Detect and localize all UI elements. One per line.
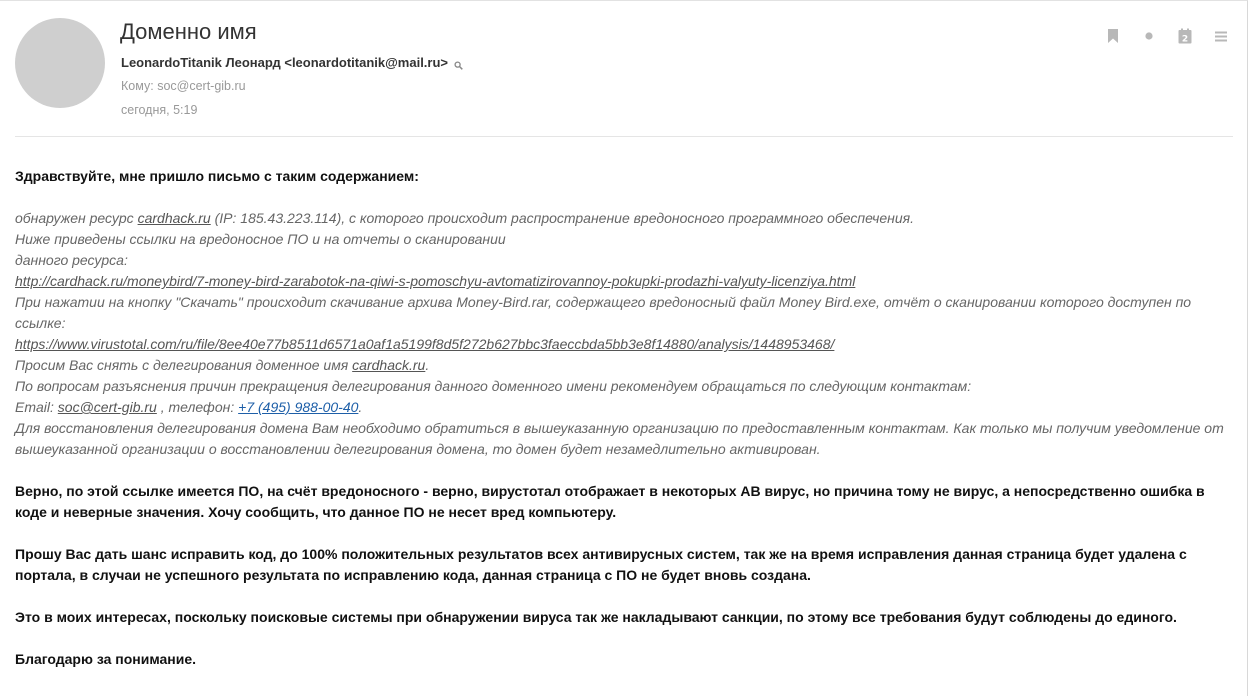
quote-line: При нажатии на кнопку "Скачать" происходит скачивание архива Money-Bird.rar, содержащего вредоносный файл Money Bird.exe, отчёт о сканировании которого доступен по ссылке: xyxy=(15,294,1192,331)
email-subject: Доменно имя xyxy=(120,19,257,44)
malware-page-link[interactable]: http://cardhack.ru/moneybird/7-money-bird-zarabotok-na-qiwi-s-pomoschyu-avtomatizirovannoy-pokupki-prodazhi-valyuty-licenziya.html xyxy=(15,273,856,289)
quote-line xyxy=(15,271,1237,292)
quote-line: данного ресурса: xyxy=(15,252,128,268)
greeting: Здравствуйте, мне пришло письмо с таким содержанием: xyxy=(15,168,419,184)
domain-link[interactable]: cardhack.ru xyxy=(352,357,426,373)
closing: Благодарю за понимание. xyxy=(15,651,197,667)
quote-line: обнаружен ресурс cardhack.ru (IP: 185.43.223.114), с которого происходит распространение вредоносного программного обеспечения. xyxy=(15,210,915,226)
sender-name[interactable]: LeonardoTitanik Леонард <leonardotitanik@mail.ru> xyxy=(121,55,449,70)
paragraph: Это в моих интересах, поскольку поисковые системы при обнаружении вируса так же накладывают санкции, по этому все требования будут соблюдены до единого. xyxy=(15,609,1177,625)
quote-line: По вопросам разъяснения причин прекращения делегирования данного доменного имени рекомендуем обращаться по следующим контактам: xyxy=(15,378,972,394)
recipient-line xyxy=(121,79,246,93)
quote-line: Email: soc@cert-gib.ru , телефон: +7 (495) 988-00-40. xyxy=(15,399,363,415)
menu-icon[interactable] xyxy=(1212,27,1230,45)
domain-link[interactable]: cardhack.ru xyxy=(137,210,211,226)
paragraph: Прошу Вас дать шанс исправить код, до 100% положительных результатов всех антивирусных систем, так же на время исправления данная страница будет удалена с портала, в случаи не успешного результата по исправлению кода, данная страница с ПО не будет вновь создана. xyxy=(15,546,1187,583)
quote-line xyxy=(15,334,1237,355)
avatar[interactable] xyxy=(15,18,105,108)
quote-line: Для восстановления делегирования домена Вам необходимо обратиться в вышеуказанную организацию по предоставленным контактам. Как только мы получим уведомление от вышеуказанной организации о восстановлении делегирования домена, то домен будет незамедлительно активирован. xyxy=(15,420,1224,457)
recipient-address[interactable]: soc@cert-gib.ru xyxy=(157,79,246,93)
quote-line: Ниже приведены ссылки на вредоносное ПО и на отчеты о сканировании xyxy=(15,231,506,247)
quoted-message xyxy=(15,208,1237,460)
phone-link[interactable]: +7 (495) 988-00-40 xyxy=(238,399,359,415)
dot-icon[interactable] xyxy=(1140,27,1158,45)
email-toolbar xyxy=(1104,27,1230,45)
calendar-day: 2 xyxy=(1181,34,1189,44)
email-link[interactable]: soc@cert-gib.ru xyxy=(57,399,157,415)
search-icon[interactable] xyxy=(454,58,463,67)
paragraph: Верно, по этой ссылке имеется ПО, на счёт вредоносного - верно, вирустотал отображает в некоторых АВ вирус, но причина тому не вирус, а непосредственно ошибка в коде и неверные значения. Хочу сообщить, что данное ПО не несет вред компьютеру. xyxy=(15,483,1205,520)
bookmark-icon[interactable] xyxy=(1104,27,1122,45)
virustotal-link[interactable]: https://www.virustotal.com/ru/file/8ee40e77b8511d6571a0af1a5199f8d5f272b627bbc3faeccbda5bb3e8f14880/analysis/1448953468/ xyxy=(15,336,835,352)
sender-line[interactable] xyxy=(121,55,463,70)
recipient-label: Кому: xyxy=(121,79,154,93)
header-divider xyxy=(15,136,1233,137)
email-date: сегодня, 5:19 xyxy=(121,103,198,117)
message-body xyxy=(15,166,1237,670)
calendar-icon[interactable] xyxy=(1176,27,1194,45)
quote-line: Просим Вас снять с делегирования доменное имя cardhack.ru. xyxy=(15,357,430,373)
